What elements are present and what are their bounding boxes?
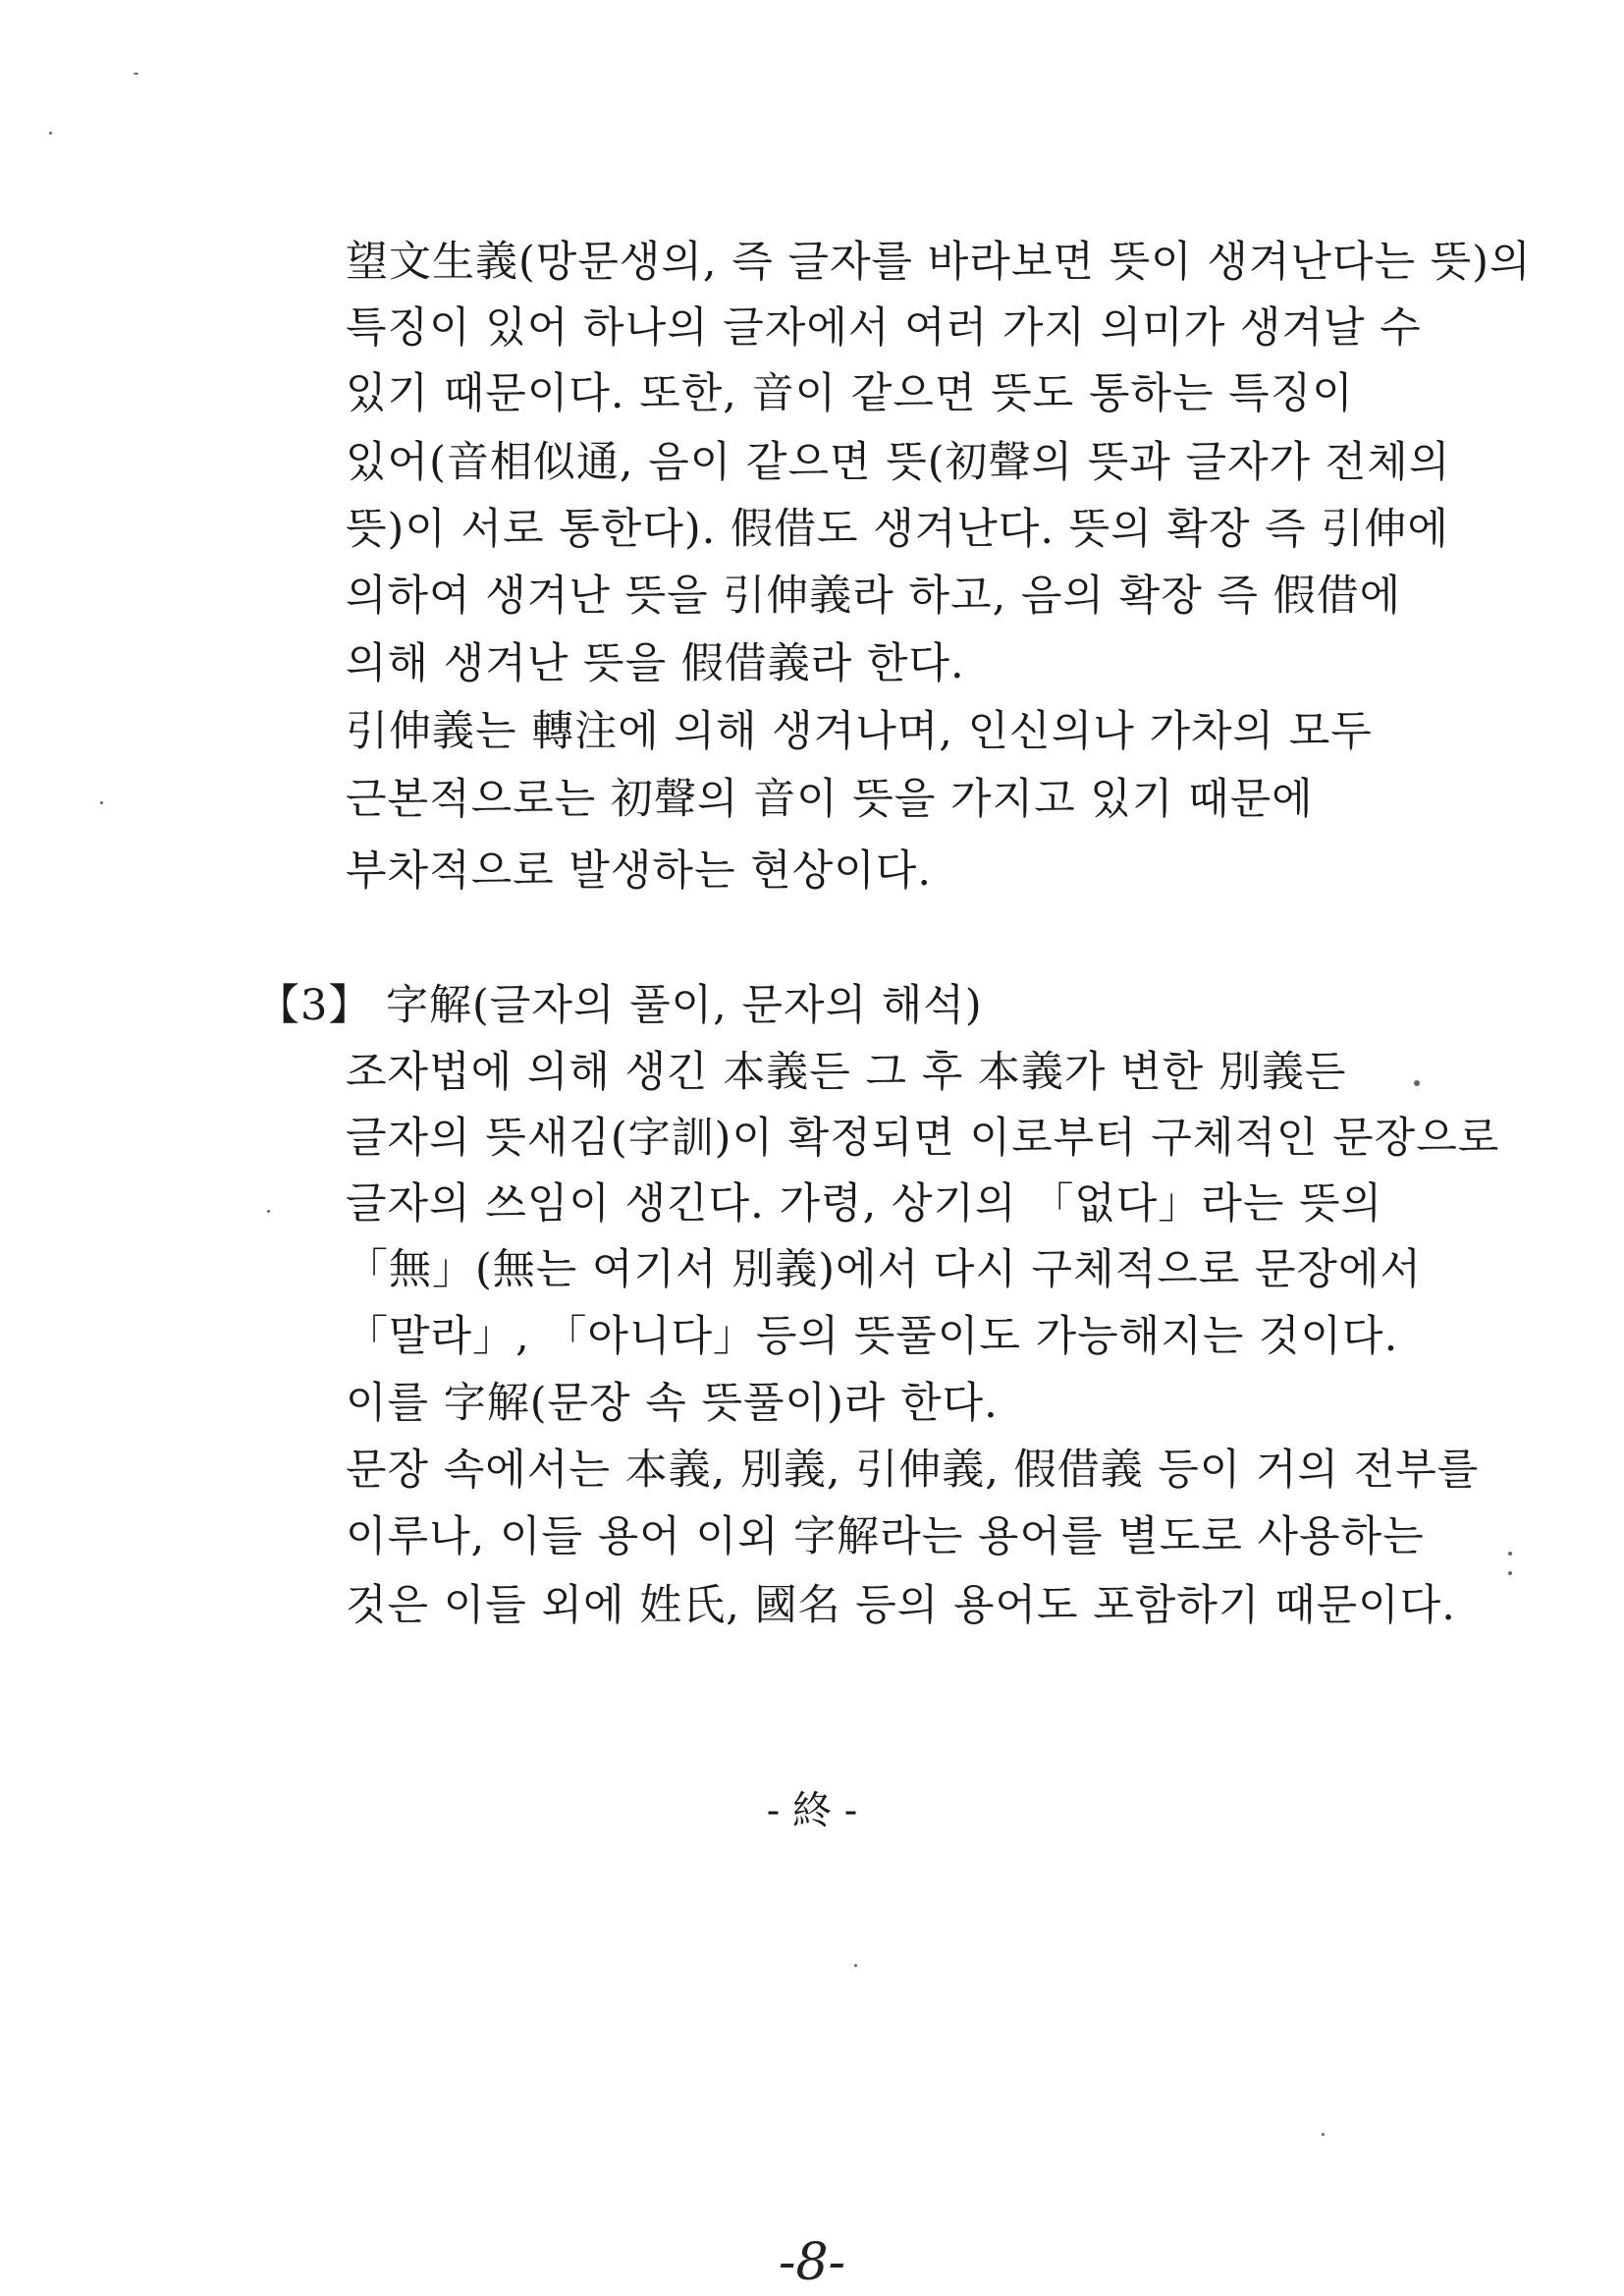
text-line: 引伸義는 轉注에 의해 생겨나며, 인신의나 가차의 모두 bbox=[346, 707, 1373, 756]
scan-speck bbox=[1508, 1571, 1512, 1575]
text-line: 「말라」, 「아니다」등의 뜻풀이도 가능해지는 것이다. bbox=[346, 1312, 1399, 1361]
text-line: 의해 생겨난 뜻을 假借義라 한다. bbox=[346, 639, 965, 688]
text-line: 있어(音相似通, 음이 같으면 뜻(初聲의 뜻과 글자가 전체의 bbox=[346, 438, 1451, 487]
text-line: 望文生義(망문생의, 즉 글자를 바라보면 뜻이 생겨난다는 뜻)의 bbox=[346, 238, 1532, 287]
scan-speck bbox=[1414, 1080, 1420, 1086]
scan-speck bbox=[100, 801, 103, 804]
text-line: 「無」(無는 여기서 別義)에서 다시 구체적으로 문장에서 bbox=[346, 1245, 1423, 1294]
text-line: 특징이 있어 하나의 글자에서 여러 가지 의미가 생겨날 수 bbox=[346, 303, 1422, 353]
scan-speck bbox=[854, 1964, 857, 1967]
scan-speck bbox=[134, 73, 138, 75]
text-line: 뜻)이 서로 통한다). 假借도 생겨난다. 뜻의 확장 즉 引伸에 bbox=[346, 505, 1449, 554]
text-line: 의하여 생겨난 뜻을 引伸義라 하고, 음의 확장 즉 假借에 bbox=[346, 572, 1402, 621]
page-number: -8- bbox=[778, 2233, 846, 2292]
end-mark: - 終 - bbox=[766, 1788, 858, 1833]
text-line: 조자법에 의해 생긴 本義든 그 후 本義가 변한 別義든 bbox=[346, 1048, 1347, 1097]
scan-speck bbox=[1322, 2133, 1325, 2136]
scan-speck bbox=[49, 132, 52, 135]
text-line: 글자의 쓰임이 생긴다. 가령, 상기의 「없다」라는 뜻의 bbox=[346, 1179, 1383, 1229]
text-line: 이를 字解(문장 속 뜻풀이)라 한다. bbox=[346, 1379, 999, 1428]
section-heading: 【3】 字解(글자의 풀이, 문자의 해석) bbox=[257, 981, 983, 1030]
text-line: 부차적으로 발생하는 현상이다. bbox=[346, 847, 932, 896]
text-line: 있기 때문이다. 또한, 音이 같으면 뜻도 통하는 특징이 bbox=[346, 369, 1354, 418]
text-line: 글자의 뜻새김(字訓)이 확정되면 이로부터 구체적인 문장으로 bbox=[346, 1114, 1500, 1163]
text-line: 문장 속에서는 本義, 別義, 引伸義, 假借義 등이 거의 전부를 bbox=[346, 1446, 1480, 1495]
scan-speck bbox=[1508, 1552, 1512, 1556]
text-line: 것은 이들 외에 姓氏, 國名 등의 용어도 포함하기 때문이다. bbox=[346, 1581, 1456, 1630]
scan-speck bbox=[267, 1210, 270, 1213]
text-line: 이루나, 이들 용어 이외 字解라는 용어를 별도로 사용하는 bbox=[346, 1512, 1425, 1561]
text-line: 근본적으로는 初聲의 音이 뜻을 가지고 있기 때문에 bbox=[346, 775, 1314, 824]
